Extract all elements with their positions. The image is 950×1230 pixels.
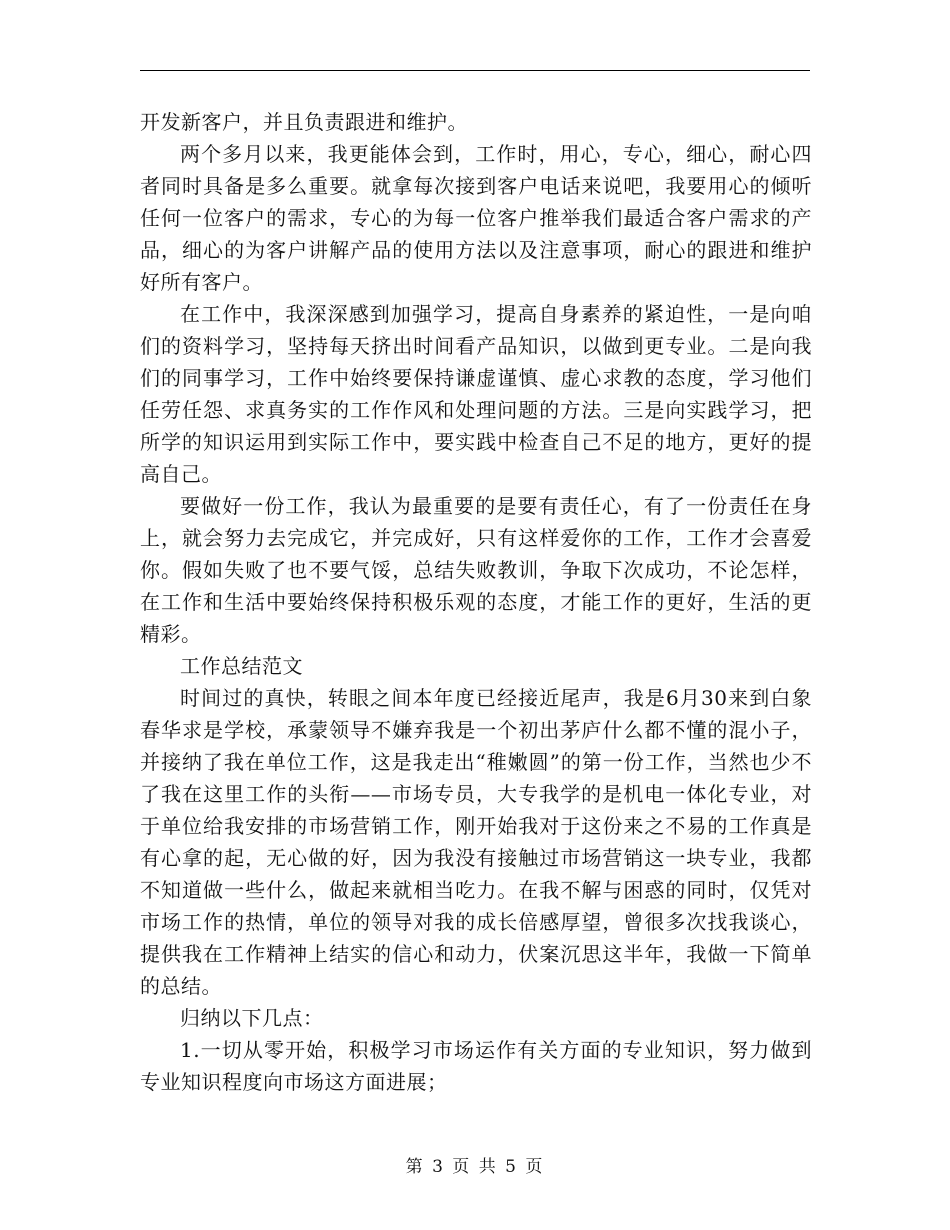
paragraph: 两个多月以来，我更能体会到，工作时，用心，专心，细心，耐心四者同时具备是多么重要。就拿每次接到客户电话来说吧，我要用心的倾听任何一位客户的需求，专心的为每一位客户推举我们最适合客户需求的产品，细心的为客户讲解产品的使用方法以及注意事项，耐心的跟进和维护好所有客户。 [140, 142, 812, 294]
paragraph: 时间过的真快，转眼之间本年度已经接近尾声，我是6月30来到白象春华求是学校，承蒙领导不嫌弃我是一个初出茅庐什么都不懂的混小子，并接纳了我在单位工作，这是我走出“稚嫩圆”的第一份工作，当然也少不了我在这里工作的头衔——市场专员，大专我学的是机电一体化专业，对于单位给我安排的市场营销工作，刚开始我对于这份来之不易的工作真是有心拿的起，无心做的好，因为我没有接触过市场营销这一块专业，我都不知道做一些什么，做起来就相当吃力。在我不解与困惑的同时，仅凭对市场工作的热情，单位的领导对我的成长倍感厚望，曾很多次找我谈心，提供我在工作精神上结实的信心和动力，伏案沉思这半年，我做一下简单的总结。 [140, 686, 812, 998]
header-rule [140, 70, 810, 71]
paragraph: 要做好一份工作，我认为最重要的是要有责任心，有了一份责任在身上，就会努力去完成它，并完成好，只有这样爱你的工作，工作才会喜爱你。假如失败了也不要气馁，总结失败教训，争取下次成功，不论怎样，在工作和生活中要始终保持积极乐观的态度，才能工作的更好，生活的更精彩。 [140, 494, 812, 646]
paragraph: 开发新客户，并且负责跟进和维护。 [140, 110, 468, 134]
page-number: 第 3 页 共 5 页 [405, 1157, 545, 1177]
paragraph: 归纳以下几点： [180, 1006, 324, 1030]
document-body [140, 106, 812, 1098]
list-item: 1.一切从零开始，积极学习市场运作有关方面的专业知识，努力做到专业知识程度向市场这方面进展； [140, 1038, 812, 1094]
section-heading: 工作总结范文 [180, 654, 303, 678]
paragraph: 在工作中，我深深感到加强学习，提高自身素养的紧迫性，一是向咱们的资料学习，坚持每天挤出时间看产品知识，以做到更专业。二是向我们的同事学习，工作中始终要保持谦虚谨慎、虚心求教的态度，学习他们任劳任怨、求真务实的工作作风和处理问题的方法。三是向实践学习，把所学的知识运用到实际工作中，要实践中检查自己不足的地方，更好的提高自己。 [140, 302, 812, 486]
